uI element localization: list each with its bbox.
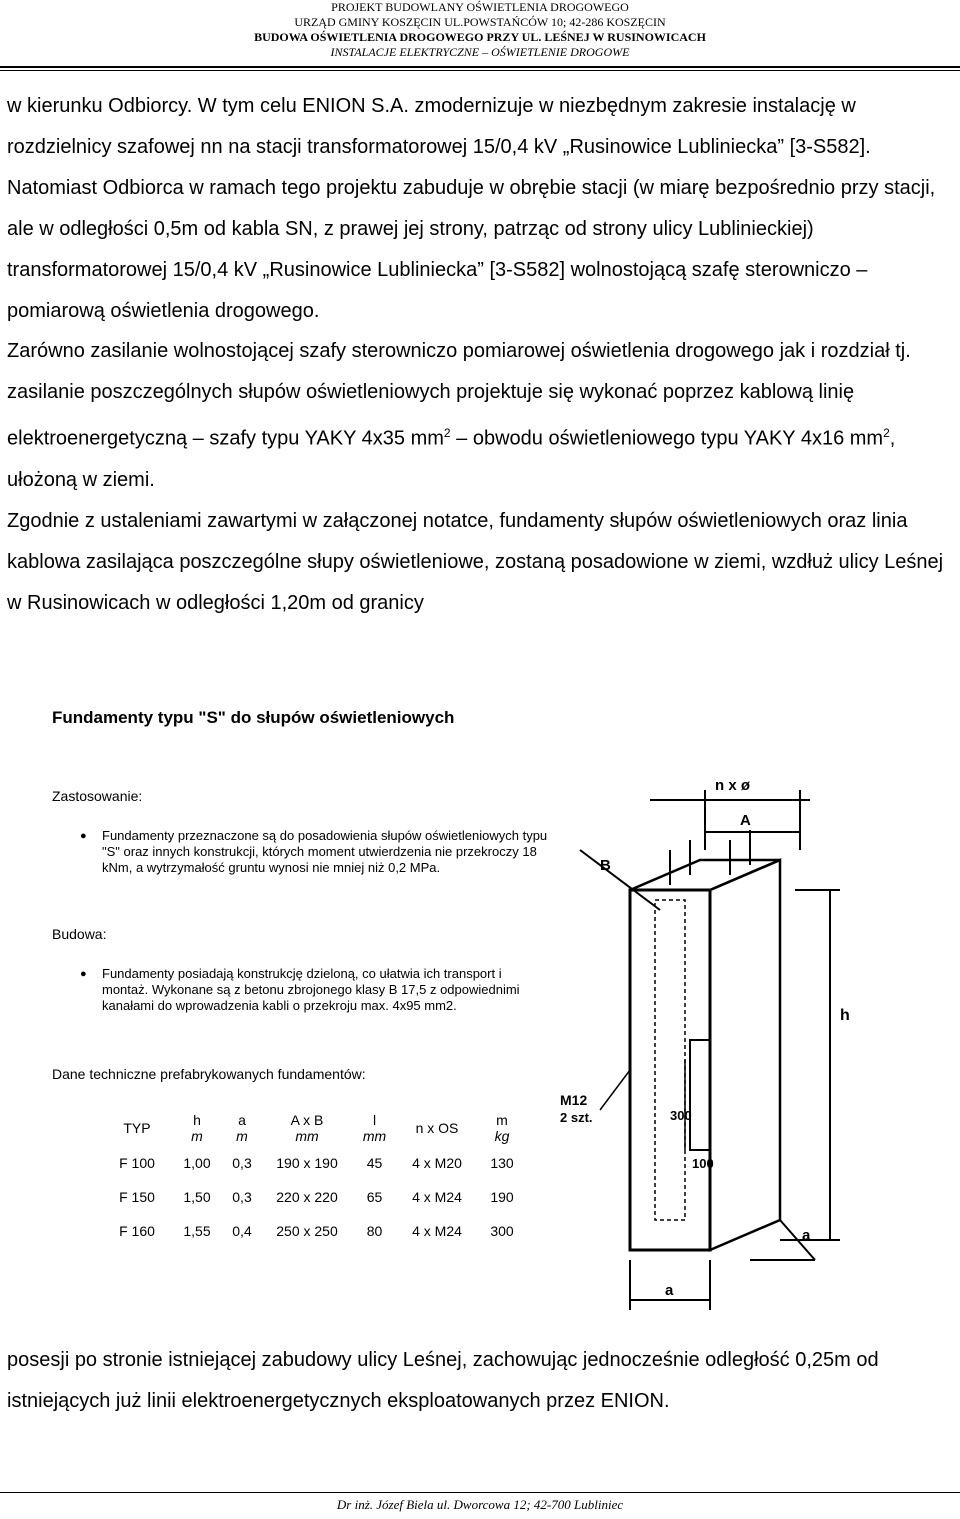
table-row (102, 1180, 527, 1214)
zastosowanie-item: ● Fundamenty przeznaczone są do posadowienia słupów oświetleniowych typu "S" oraz innych konstrukcji, których moment utwierdzenia nie przekroczy 18 kNm, a wytrzymałość gruntu wynosi nie mniej niż 0,2 MPa. (80, 828, 550, 876)
table-cell: 80 (366, 1223, 383, 1239)
foundation-technical-drawing (540, 770, 870, 1310)
superscript-2: 2 (443, 426, 451, 441)
header-rule (0, 66, 960, 68)
table-cell: F 160 (119, 1223, 155, 1239)
footer-rule (0, 1492, 960, 1493)
header-rule-thin (0, 70, 960, 71)
dane-heading: Dane techniczne prefabrykowanych fundamentów: (52, 1066, 366, 1082)
table-cell: 1,55 (183, 1223, 211, 1239)
label-2-szt: 2 szt. (560, 1110, 593, 1125)
label-a-upper: A (740, 812, 751, 829)
table-cell: 65 (366, 1189, 383, 1205)
table-cell: 250 x 250 (276, 1223, 338, 1239)
budowa-item: ● Fundamenty posiadają konstrukcję dzieloną, co ułatwia ich transport i montaż. Wykonane są z betonu zbrojonego klasy B 17,5 z odpowiednimi kanałami do wprowadzenia kabli o przekroju max. 4x95 mm2. (80, 966, 550, 1014)
table-cell: 0,4 (232, 1223, 252, 1239)
table-header-cell: l mm (362, 1112, 387, 1144)
table-cell: F 100 (119, 1155, 155, 1171)
figure-title: Fundamenty typu "S" do słupów oświetleniowych (52, 708, 455, 727)
table-header-cell: h m (191, 1112, 203, 1144)
paragraph-4: Zgodnie z ustaleniami zawartymi w załączonej notatce, fundamenty słupów oświetleniowych oraz linia kablowa zasilająca poszczególne słupy oświetleniowe, zostaną posadowione w ziemi, wzdłuż ulicy Leśnej w Rusinowicach w odległości 1,20m od granicy (7, 509, 944, 614)
paragraph-3-part-c: , ułożoną w ziemi. (7, 427, 896, 491)
paragraph-1: w kierunku Odbiorcy. W tym celu ENION S.A. zmodernizuje w niezbędnym zakresie instalację w rozdzielnicy szafowej nn na stacji transformatorowej 15/0,4 kV „Rusinowice Lubliniecka” [3-S582]. (7, 95, 871, 158)
label-300: 300 (670, 1108, 692, 1123)
m12-leader (600, 1070, 630, 1110)
paragraph-5: posesji po stronie istniejącej zabudowy ulicy Leśnej, zachowując jednocześnie odległość 0,25m od istniejących już linii elektroenergetycznych eksploatowanych przez ENION. (7, 1349, 879, 1412)
zastosowanie-list (80, 828, 550, 876)
table-cell: 300 (490, 1223, 514, 1239)
header-line-title: BUDOWA OŚWIETLENIA DROGOWEGO PRZY UL. LEŚNEJ W RUSINOWICACH (254, 30, 706, 44)
cable-opening (690, 1040, 710, 1150)
table-cell: 4 x M20 (412, 1155, 462, 1171)
table-header-cell: m kg (494, 1112, 510, 1144)
header-line-branch: INSTALACJE ELEKTRYCZNE – OŚWIETLENIE DROGOWE (330, 45, 630, 59)
header-line-project: PROJEKT BUDOWLANY OŚWIETLENIA DROGOWEGO (331, 0, 629, 14)
table-row (102, 1214, 527, 1248)
table-header-cell: A x B mm (290, 1112, 324, 1144)
table-header-cell: TYP (123, 1120, 151, 1136)
label-m12: M12 (560, 1092, 588, 1108)
table-cell: 4 x M24 (412, 1223, 462, 1239)
table-cell: 0,3 (232, 1189, 252, 1205)
inner-channel (655, 900, 685, 1220)
superscript-2: 2 (883, 426, 890, 441)
label-a-diagonal: a (802, 1227, 811, 1244)
table-cell: 220 x 220 (276, 1189, 338, 1205)
table-header-cell: n x OS (415, 1120, 459, 1136)
page-header (0, 0, 960, 64)
table-cell: 190 (490, 1189, 514, 1205)
table-cell: 1,00 (183, 1155, 211, 1171)
paragraph-3 (7, 331, 953, 500)
table-cell: F 150 (119, 1189, 155, 1205)
budowa-list (80, 966, 550, 1014)
block-top-face (630, 860, 780, 890)
table-cell: 1,50 (183, 1189, 211, 1205)
table-cell: 0,3 (232, 1155, 252, 1171)
paragraph-3-part-a: Zarówno zasilanie wolnostojącej szafy sterowniczo pomiarowej oświetlenia drogowego jak i rozdział tj. zasilanie poszczególnych słupów oświetleniowych projektuje się wykonać poprzez kablową linię elektroenergetyczną – szafy typu YAKY 4x35 mm (7, 340, 911, 450)
table-cell: 130 (490, 1155, 514, 1171)
table-cell: 190 x 190 (276, 1155, 338, 1171)
zastosowanie-heading: Zastosowanie: (52, 788, 143, 804)
page-footer: Dr inż. Józef Biela ul. Dworcowa 12; 42-700 Lubliniec (336, 1497, 624, 1512)
label-nxos: n x ø (715, 777, 751, 794)
budowa-heading: Budowa: (52, 926, 107, 942)
block-front-face (630, 890, 710, 1250)
label-h: h (840, 1007, 850, 1024)
table-cell: 4 x M24 (412, 1189, 462, 1205)
table-row (102, 1146, 527, 1180)
paragraph-3-part-b: – obwodu oświetleniowego typu YAKY 4x16 mm (450, 427, 884, 450)
block-side-face (710, 860, 780, 1250)
label-b: B (600, 857, 611, 874)
table-cell: 45 (366, 1155, 383, 1171)
document-body-continued (7, 1340, 953, 1422)
label-a-bottom: a (665, 1282, 674, 1299)
table-header-cell: a m (236, 1112, 248, 1144)
header-line-investor: URZĄD GMINY KOSZĘCIN UL.POWSTAŃCÓW 10; 42-286 KOSZĘCIN (294, 15, 666, 29)
label-100: 100 (692, 1156, 714, 1171)
document-body (7, 86, 953, 623)
table-header-row (102, 1110, 527, 1146)
dimension-line-b (580, 850, 660, 910)
foundation-table (102, 1110, 527, 1248)
paragraph-2: Natomiast Odbiorca w ramach tego projektu zabuduje w obrębie stacji (w miarę bezpośrednio przy stacji, ale w odległości 0,5m od kabla SN, z prawej jej strony, patrząc od strony ulicy Lublinieckiej) transformatorowej 15/0,4 kV „Rusinowice Lubliniecka” [3-S582] wolnostojącą szafę sterowniczo – pomiarową oświetlenia drogowego. (7, 176, 936, 322)
foundation-figure (40, 700, 940, 1320)
